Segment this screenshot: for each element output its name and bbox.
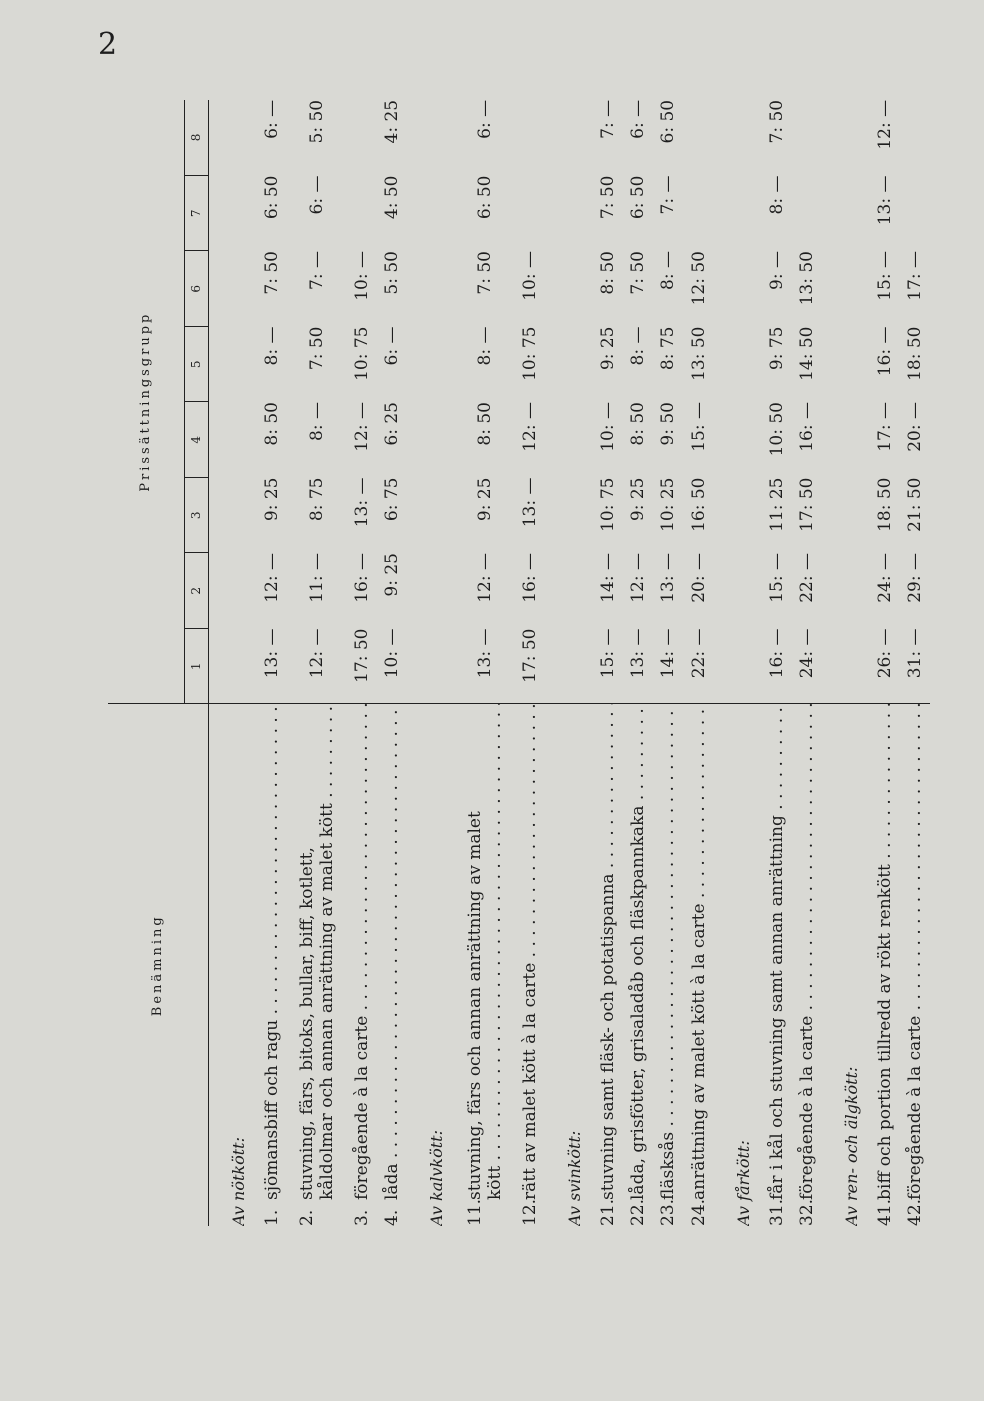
empty-cell bbox=[208, 629, 257, 705]
price-cell-group-5: 8: — bbox=[475, 326, 496, 366]
price-cell-group-7: 6: 50 bbox=[475, 175, 496, 220]
table-row bbox=[515, 100, 545, 1226]
price-cell-group-2: 24: — bbox=[874, 553, 895, 603]
empty-cell bbox=[822, 327, 870, 403]
item-line bbox=[352, 705, 372, 1227]
empty-cell bbox=[714, 402, 762, 478]
price-cell-group-3: 13: — bbox=[520, 477, 541, 528]
price-cell-group-7: 6: — bbox=[306, 175, 327, 215]
price-cell-group-7: 13: — bbox=[874, 175, 895, 226]
section-heading-row bbox=[714, 100, 762, 1226]
group-number-1: 1 bbox=[184, 629, 208, 705]
price-cell-group-4: 8: 50 bbox=[628, 402, 649, 446]
section-title: Av fårkött: bbox=[714, 704, 762, 1226]
table-row bbox=[257, 100, 287, 1226]
price-cell-group-6: 13: 50 bbox=[796, 251, 817, 306]
item-text: stuvning, färs och annan anrättning av malet bbox=[465, 811, 486, 1200]
item-number: 42. bbox=[904, 1198, 925, 1226]
price-cell-group-1: 13: — bbox=[261, 628, 282, 679]
item-description bbox=[287, 704, 347, 1226]
price-cell-group-1: 14: — bbox=[658, 628, 679, 679]
empty-cell bbox=[407, 327, 455, 403]
price-table-body bbox=[208, 100, 930, 1226]
empty-cell bbox=[714, 629, 762, 705]
price-cell-group-8: 6: — bbox=[628, 99, 649, 139]
price-cell-group-4: 9: 50 bbox=[658, 402, 679, 446]
item-description bbox=[870, 704, 900, 1226]
price-cell-group-4: 6: 25 bbox=[381, 402, 402, 446]
price-cell-group-8: 6: — bbox=[475, 99, 496, 139]
price-cell-group-7 bbox=[900, 176, 930, 252]
price-cell-group-2: 12: — bbox=[628, 553, 649, 603]
price-cell-group-6: 10: — bbox=[520, 251, 541, 301]
group-number-4: 4 bbox=[184, 402, 208, 478]
item-line bbox=[485, 705, 505, 1227]
price-cell-group-5: 13: 50 bbox=[688, 326, 709, 381]
price-cell-group-3: 18: 50 bbox=[874, 477, 895, 532]
item-text: fläsksås . . . bbox=[658, 705, 678, 1201]
empty-cell bbox=[208, 100, 257, 176]
price-cell-group-7: 6: 50 bbox=[261, 175, 282, 220]
item-line bbox=[658, 705, 678, 1227]
empty-cell bbox=[822, 553, 870, 629]
empty-cell bbox=[545, 100, 593, 176]
item-description bbox=[653, 704, 683, 1226]
empty-cell bbox=[545, 327, 593, 403]
price-table-rotated bbox=[108, 100, 930, 1226]
price-cell-group-5: 10: 75 bbox=[520, 326, 541, 381]
item-number: 21. bbox=[598, 1198, 619, 1226]
price-cell-group-1: 12: — bbox=[306, 628, 327, 679]
table-row bbox=[623, 100, 653, 1226]
price-cell-group-8: 7: 50 bbox=[766, 99, 787, 144]
price-cell-group-2: 14: — bbox=[598, 553, 619, 603]
empty-cell bbox=[208, 402, 257, 478]
item-description bbox=[515, 704, 545, 1226]
item-description bbox=[900, 704, 930, 1226]
item-text: stuvning samt fläsk- och potatispanna . . . bbox=[598, 705, 618, 1201]
section-title: Av nötkött: bbox=[208, 704, 257, 1226]
price-cell-group-4: 8: — bbox=[306, 402, 327, 441]
empty-cell bbox=[407, 553, 455, 629]
item-line bbox=[905, 705, 925, 1227]
empty-cell bbox=[208, 553, 257, 629]
item-text: stuvning, färs, bitoks, bullar, biff, kotlett, bbox=[296, 847, 317, 1200]
price-cell-group-5: 8: — bbox=[261, 326, 282, 366]
price-cell-group-5: 8: — bbox=[628, 326, 649, 366]
item-text: kött . . . bbox=[485, 705, 505, 1201]
table-row bbox=[684, 100, 714, 1226]
table-row bbox=[870, 100, 900, 1226]
group-number-8: 8 bbox=[184, 100, 208, 176]
price-cell-group-1: 31: — bbox=[904, 628, 925, 679]
price-cell-group-3: 16: 50 bbox=[688, 477, 709, 532]
empty-cell bbox=[545, 251, 593, 327]
price-cell-group-5: 8: 75 bbox=[658, 326, 679, 371]
price-cell-group-8: 6: — bbox=[261, 99, 282, 139]
item-line bbox=[382, 705, 402, 1227]
item-line bbox=[875, 705, 895, 1227]
empty-cell bbox=[822, 478, 870, 554]
group-number-6: 6 bbox=[184, 251, 208, 327]
price-cell-group-2: 12: — bbox=[261, 553, 282, 603]
table-row bbox=[900, 100, 930, 1226]
price-cell-group-2: 22: — bbox=[796, 553, 817, 603]
price-cell-group-6: 10: — bbox=[351, 251, 372, 301]
item-number: 1. bbox=[261, 1209, 282, 1226]
price-cell-group-2: 9: 25 bbox=[381, 553, 402, 597]
price-cell-group-3: 8: 75 bbox=[306, 477, 327, 522]
item-number: 24. bbox=[688, 1198, 709, 1226]
item-text: föregående à la carte . . . bbox=[905, 705, 925, 1201]
item-description bbox=[347, 704, 377, 1226]
price-cell-group-7: 6: 50 bbox=[628, 175, 649, 220]
price-cell-group-5: 9: 25 bbox=[598, 326, 619, 371]
table-row bbox=[593, 100, 623, 1226]
price-cell-group-1: 24: — bbox=[796, 628, 817, 679]
empty-cell bbox=[407, 629, 455, 705]
price-cell-group-4: 12: — bbox=[520, 402, 541, 452]
price-cell-group-3: 10: 25 bbox=[658, 477, 679, 532]
price-cell-group-6: 7: 50 bbox=[475, 251, 496, 295]
price-cell-group-6: 12: 50 bbox=[688, 251, 709, 306]
price-cell-group-7: 4: 50 bbox=[381, 175, 402, 220]
price-cell-group-4: 10: 50 bbox=[766, 402, 787, 457]
price-cell-group-2: 15: — bbox=[766, 553, 787, 603]
price-cell-group-5: 14: 50 bbox=[796, 326, 817, 381]
item-text: låda . . . bbox=[382, 705, 402, 1201]
group-column-header: Prissättningsgrupp bbox=[108, 100, 184, 704]
empty-cell bbox=[407, 478, 455, 554]
item-description bbox=[377, 704, 407, 1226]
group-number-5: 5 bbox=[184, 327, 208, 403]
empty-cell bbox=[208, 327, 257, 403]
price-cell-group-7 bbox=[684, 176, 714, 252]
item-text: får i kål och stuvning samt annan anrättning . . . bbox=[767, 705, 787, 1201]
price-cell-group-6: 7: — bbox=[306, 251, 327, 290]
table-row bbox=[762, 100, 792, 1226]
empty-cell bbox=[545, 629, 593, 705]
item-number: 2. bbox=[296, 1209, 317, 1226]
section-title: Av svinkött: bbox=[545, 704, 593, 1226]
price-cell-group-1: 17: 50 bbox=[351, 628, 372, 683]
item-line bbox=[262, 705, 282, 1227]
price-cell-group-5: 7: 50 bbox=[306, 326, 327, 371]
empty-cell bbox=[822, 100, 870, 176]
item-line bbox=[767, 705, 787, 1227]
price-cell-group-2: 29: — bbox=[904, 553, 925, 603]
group-number-2: 2 bbox=[184, 553, 208, 629]
price-cell-group-2: 20: — bbox=[688, 553, 709, 603]
item-line bbox=[628, 705, 648, 1227]
price-cell-group-5: 9: 75 bbox=[766, 326, 787, 371]
item-number: 22. bbox=[628, 1198, 649, 1226]
price-cell-group-1: 15: — bbox=[598, 628, 619, 679]
empty-cell bbox=[714, 100, 762, 176]
item-line bbox=[598, 705, 618, 1227]
empty-cell bbox=[407, 176, 455, 252]
price-cell-group-3: 9: 25 bbox=[475, 477, 496, 522]
item-text: anrättning av malet kött à la carte . . . bbox=[689, 705, 709, 1201]
item-number: 4. bbox=[381, 1209, 402, 1226]
price-cell-group-1: 13: — bbox=[628, 628, 649, 679]
price-cell-group-3: 13: — bbox=[351, 477, 372, 528]
item-description bbox=[762, 704, 792, 1226]
empty-cell bbox=[822, 402, 870, 478]
price-cell-group-7 bbox=[515, 176, 545, 252]
empty-cell bbox=[822, 629, 870, 705]
empty-cell bbox=[208, 176, 257, 252]
price-cell-group-8 bbox=[515, 100, 545, 176]
item-number: 31. bbox=[766, 1198, 787, 1226]
table-row bbox=[455, 100, 515, 1226]
price-cell-group-8: 12: — bbox=[874, 99, 895, 150]
item-line bbox=[297, 705, 317, 1227]
price-cell-group-4: 8: 50 bbox=[261, 402, 282, 446]
price-cell-group-1: 17: 50 bbox=[520, 628, 541, 683]
item-number: 41. bbox=[874, 1198, 895, 1226]
price-cell-group-3: 11: 25 bbox=[766, 477, 787, 532]
item-description bbox=[684, 704, 714, 1226]
price-cell-group-1: 22: — bbox=[688, 628, 709, 679]
price-cell-group-8: 5: 50 bbox=[306, 99, 327, 144]
price-cell-group-3: 17: 50 bbox=[796, 477, 817, 532]
price-cell-group-6: 17: — bbox=[904, 251, 925, 301]
empty-cell bbox=[714, 176, 762, 252]
item-number: 32. bbox=[796, 1198, 817, 1226]
price-cell-group-2: 11: — bbox=[306, 553, 327, 603]
price-cell-group-6: 8: 50 bbox=[598, 251, 619, 295]
price-cell-group-8 bbox=[900, 100, 930, 176]
item-text: låda, grisfötter, grisaladåb och fläskpannkaka . . . bbox=[628, 705, 648, 1201]
section-title: Av kalvkött: bbox=[407, 704, 455, 1226]
price-cell-group-6: 7: 50 bbox=[628, 251, 649, 295]
price-cell-group-8: 6: 50 bbox=[658, 99, 679, 144]
group-number-3: 3 bbox=[184, 478, 208, 554]
item-description bbox=[455, 704, 515, 1226]
price-cell-group-4: 10: — bbox=[598, 402, 619, 452]
price-cell-group-2: 16: — bbox=[351, 553, 372, 603]
price-cell-group-6: 5: 50 bbox=[381, 251, 402, 295]
item-line bbox=[465, 705, 485, 1227]
price-cell-group-2: 13: — bbox=[658, 553, 679, 603]
price-cell-group-8: 7: — bbox=[598, 99, 619, 139]
price-cell-group-8: 4: 25 bbox=[381, 99, 402, 144]
price-cell-group-4: 12: — bbox=[351, 402, 372, 452]
price-cell-group-5: 16: — bbox=[874, 326, 895, 377]
price-cell-group-6: 7: 50 bbox=[261, 251, 282, 295]
price-cell-group-2: 12: — bbox=[475, 553, 496, 603]
item-description bbox=[623, 704, 653, 1226]
price-cell-group-4: 20: — bbox=[904, 402, 925, 452]
price-cell-group-7: 8: — bbox=[766, 175, 787, 215]
empty-cell bbox=[822, 176, 870, 252]
section-heading-row bbox=[545, 100, 593, 1226]
empty-cell bbox=[714, 478, 762, 554]
name-column-header: Benämning bbox=[108, 704, 208, 1226]
empty-cell bbox=[714, 251, 762, 327]
item-text: sjömansbiff och ragu . . . bbox=[262, 705, 282, 1201]
item-number: 23. bbox=[658, 1198, 679, 1226]
price-cell-group-7 bbox=[347, 176, 377, 252]
table-row bbox=[347, 100, 377, 1226]
item-text: kåldolmar och annan anrättning av malet kött . . . bbox=[317, 705, 337, 1201]
empty-cell bbox=[208, 478, 257, 554]
price-cell-group-6: 15: — bbox=[874, 251, 895, 301]
section-heading-row bbox=[407, 100, 455, 1226]
price-cell-group-3: 6: 75 bbox=[381, 477, 402, 522]
empty-cell bbox=[714, 327, 762, 403]
item-description bbox=[257, 704, 287, 1226]
section-heading-row bbox=[822, 100, 870, 1226]
section-heading-row bbox=[208, 100, 257, 1226]
item-line bbox=[689, 705, 709, 1227]
item-line bbox=[797, 705, 817, 1227]
item-description bbox=[792, 704, 822, 1226]
empty-cell bbox=[407, 100, 455, 176]
item-text: föregående à la carte . . . bbox=[352, 705, 372, 1201]
empty-cell bbox=[545, 402, 593, 478]
price-cell-group-1: 13: — bbox=[475, 628, 496, 679]
table-row bbox=[792, 100, 822, 1226]
price-cell-group-3: 9: 25 bbox=[261, 477, 282, 522]
table-row bbox=[377, 100, 407, 1226]
price-table bbox=[108, 100, 930, 1226]
empty-cell bbox=[545, 176, 593, 252]
item-number: 3. bbox=[351, 1209, 372, 1226]
item-description bbox=[593, 704, 623, 1226]
price-cell-group-3: 10: 75 bbox=[598, 477, 619, 532]
price-cell-group-4: 16: — bbox=[796, 402, 817, 452]
price-cell-group-1: 16: — bbox=[766, 628, 787, 679]
empty-cell bbox=[208, 251, 257, 327]
item-line bbox=[317, 705, 337, 1227]
item-number: 11. bbox=[465, 1198, 486, 1226]
empty-cell bbox=[545, 478, 593, 554]
price-cell-group-5: 6: — bbox=[381, 326, 402, 366]
price-cell-group-2: 16: — bbox=[520, 553, 541, 603]
price-cell-group-3: 9: 25 bbox=[628, 477, 649, 522]
item-text: föregående à la carte . . . bbox=[797, 705, 817, 1201]
empty-cell bbox=[407, 251, 455, 327]
price-cell-group-5: 18: 50 bbox=[904, 326, 925, 381]
price-cell-group-5: 10: 75 bbox=[351, 326, 372, 381]
table-row bbox=[287, 100, 347, 1226]
price-cell-group-1: 26: — bbox=[874, 628, 895, 679]
table-row bbox=[653, 100, 683, 1226]
item-line bbox=[520, 705, 540, 1227]
price-cell-group-1: 10: — bbox=[381, 628, 402, 679]
group-number-7: 7 bbox=[184, 176, 208, 252]
price-cell-group-8 bbox=[684, 100, 714, 176]
empty-cell bbox=[714, 553, 762, 629]
price-cell-group-7: 7: 50 bbox=[598, 175, 619, 220]
price-cell-group-3: 21: 50 bbox=[904, 477, 925, 532]
price-cell-group-4: 8: 50 bbox=[475, 402, 496, 446]
item-text: rätt av malet kött à la carte . . . bbox=[520, 705, 540, 1201]
page-number: 2 bbox=[98, 27, 118, 62]
empty-cell bbox=[822, 251, 870, 327]
price-cell-group-6: 8: — bbox=[658, 251, 679, 290]
empty-cell bbox=[407, 402, 455, 478]
price-cell-group-4: 15: — bbox=[688, 402, 709, 452]
price-cell-group-8 bbox=[792, 100, 822, 176]
item-text: biff och portion tillredd av rökt renkött . . . bbox=[875, 705, 895, 1201]
price-cell-group-6: 9: — bbox=[766, 251, 787, 290]
empty-cell bbox=[545, 553, 593, 629]
item-number: 12. bbox=[520, 1198, 541, 1226]
price-cell-group-7 bbox=[792, 176, 822, 252]
price-cell-group-4: 17: — bbox=[874, 402, 895, 452]
price-cell-group-7: 7: — bbox=[658, 175, 679, 215]
section-title: Av ren- och älgkött: bbox=[822, 704, 870, 1226]
price-cell-group-8 bbox=[347, 100, 377, 176]
